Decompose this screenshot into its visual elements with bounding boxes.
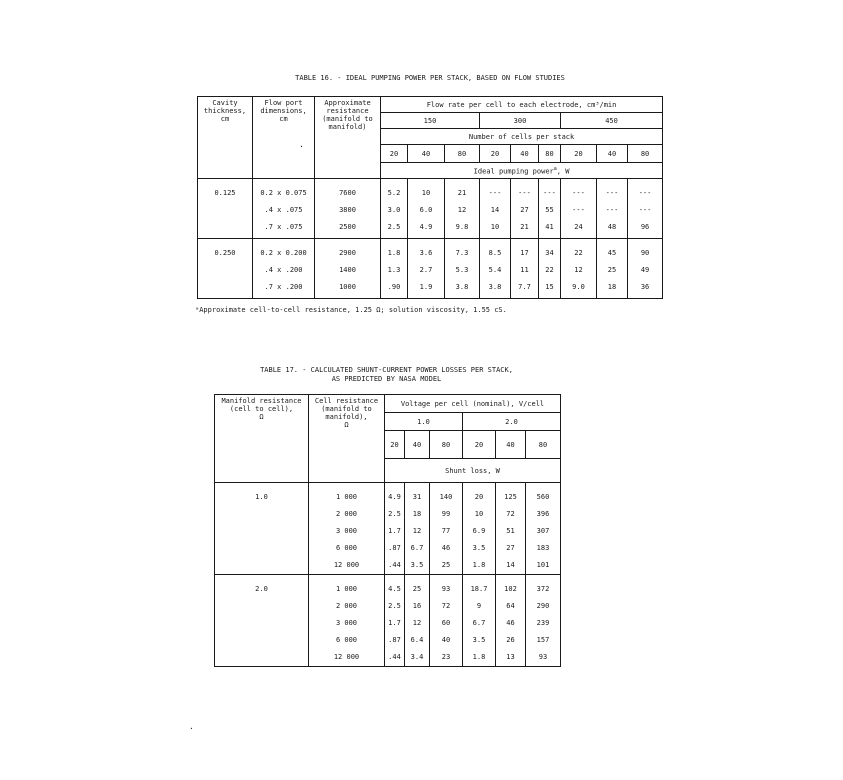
loss-value: 18 [412,510,422,518]
loss-value: 64 [506,602,515,610]
power-value: --- [605,206,619,214]
cell-value: 3 000 [335,527,358,535]
resistance-value: 2500 [339,223,356,231]
loss-value: 3.5 [472,544,486,552]
cell-value: 3 000 [335,619,358,627]
voltage-header: Voltage per cell (nominal), V/cell [385,395,561,413]
power-value: 7.7 [518,283,531,291]
cells-count: 40 [405,431,430,459]
loss-column [526,575,561,667]
loss-value: 239 [536,619,550,627]
loss-column [526,483,561,575]
cell-value: 1 000 [335,493,358,501]
power-value: 49 [640,266,650,274]
loss-value: 60 [441,619,451,627]
loss-value: 9 [476,602,482,610]
power-value: 4.9 [419,223,433,231]
power-value: 1.9 [419,283,433,291]
power-value: --- [572,189,585,197]
cell-resistance-header: Cell resistance (manifold to manifold), Ω [309,395,385,483]
loss-value: 40 [441,636,451,644]
port-value: 0.2 x 0.200 [260,249,307,257]
cell-value: 2 000 [335,602,358,610]
loss-value: 1.7 [388,619,401,627]
power-value: 21 [457,189,467,197]
power-mark: a [553,166,557,173]
resistance-value: 1400 [339,266,356,274]
power-unit: , W [556,167,570,176]
power-column [445,179,480,239]
power-value: 7.3 [455,249,469,257]
loss-value: 1.8 [472,561,486,569]
port-value: 0.2 x 0.075 [260,189,307,197]
loss-value: 13 [506,653,515,661]
loss-value: .44 [388,561,401,569]
power-column [445,239,480,299]
resistance-header: Approximate resistance (manifold to manifold) [315,97,381,179]
cells-count: 40 [511,145,539,163]
loss-value: 157 [536,636,550,644]
power-value: --- [518,189,531,197]
cell-values [309,575,385,667]
loss-value: .87 [388,636,401,644]
power-column [381,239,408,299]
table16-row [198,179,663,239]
cells-count: 20 [385,431,405,459]
loss-value: 14 [506,561,515,569]
loss-column [463,575,496,667]
port-values [253,239,315,299]
loss-value: 3.5 [472,636,486,644]
cavity-value: 0.250 [198,239,253,299]
power-value: 34 [545,249,554,257]
loss-column [496,483,526,575]
power-value: 36 [640,283,650,291]
table17 [214,394,561,667]
cells-count: 80 [539,145,561,163]
power-value: 3.8 [488,283,502,291]
loss-value: 125 [504,493,517,501]
cell-value: 2 000 [335,510,358,518]
cell-value: 12 000 [333,653,360,661]
port-value: .4 x .075 [264,206,303,214]
loss-value: 396 [536,510,550,518]
table17-row [215,483,561,575]
power-value: --- [638,189,652,197]
loss-value: 10 [474,510,484,518]
loss-value: 72 [506,510,515,518]
cell-value: 6 000 [335,544,358,552]
loss-value: 6.4 [410,636,424,644]
resistance-value: 3800 [339,206,356,214]
power-value: 9.0 [572,283,585,291]
power-column [480,179,511,239]
cells-count: 20 [480,145,511,163]
loss-value: 46 [506,619,515,627]
power-value: 17 [520,249,529,257]
cells-count: 80 [628,145,663,163]
loss-column [405,575,430,667]
power-value: 5.3 [455,266,469,274]
power-value: 10 [490,223,500,231]
power-value: 8.5 [488,249,502,257]
power-value: 22 [574,249,583,257]
cells-header: Number of cells per stack [381,129,663,145]
manifold-value: 1.0 [215,483,309,575]
power-value: --- [638,206,652,214]
cell-value: 1 000 [335,585,358,593]
power-value: 90 [640,249,650,257]
power-header [381,163,663,179]
loss-value: 12 [412,619,422,627]
cavity-header: Cavity thickness, cm [198,97,253,179]
power-value: 11 [520,266,529,274]
power-column [511,179,539,239]
port-value: .7 x .075 [264,223,303,231]
cells-count: 80 [445,145,480,163]
loss-value: 102 [504,585,517,593]
loss-column [463,483,496,575]
port-header-cell [253,97,315,179]
cells-count: 80 [526,431,561,459]
power-column [480,239,511,299]
loss-value: 4.9 [388,493,401,501]
manifold-value: 2.0 [215,575,309,667]
power-value: 1.8 [387,249,401,257]
loss-value: 25 [412,585,422,593]
loss-value: 1.8 [472,653,486,661]
loss-value: 6.7 [472,619,486,627]
power-value: 27 [520,206,529,214]
power-column [561,239,597,299]
loss-value: .44 [388,653,401,661]
power-value: 12 [457,206,467,214]
loss-column [430,575,463,667]
power-value: 2.5 [387,223,401,231]
power-column [628,179,663,239]
loss-value: 6.7 [410,544,424,552]
power-value: 96 [640,223,650,231]
table16-footnote: ᵃApproximate cell-to-cell resistance, 1.25 Ω; solution viscosity, 1.55 cS. [195,306,507,314]
loss-value: 3.4 [410,653,424,661]
table17-row [215,575,561,667]
resistance-value: 2900 [339,249,356,257]
power-value: 15 [545,283,554,291]
power-value: 21 [520,223,529,231]
loss-value: 560 [536,493,550,501]
loss-value: 372 [536,585,550,593]
loss-value: 51 [506,527,515,535]
cells-count: 40 [408,145,445,163]
cells-count: 40 [597,145,628,163]
power-value: 9.8 [455,223,469,231]
power-value: 2.7 [419,266,433,274]
power-value: .90 [387,283,401,291]
flow-group-300: 300 [480,113,561,129]
power-value: 12 [574,266,583,274]
loss-value: .87 [388,544,401,552]
port-header-mark: . [299,140,304,149]
power-column [408,239,445,299]
power-column [511,239,539,299]
loss-value: 140 [439,493,453,501]
power-value: 24 [574,223,583,231]
table17-title: TABLE 17. - CALCULATED SHUNT-CURRENT POWER LOSSES PER STACK, AS PREDICTED BY NASA MODEL [260,366,513,383]
cell-value: 12 000 [333,561,360,569]
loss-value: 12 [412,527,422,535]
loss-value: 6.9 [472,527,486,535]
loss-value: 101 [536,561,550,569]
loss-value: 72 [441,602,451,610]
loss-value: 93 [441,585,451,593]
power-value: 3.0 [387,206,401,214]
power-value: 3.6 [419,249,433,257]
loss-value: 27 [506,544,515,552]
loss-column [430,483,463,575]
power-value: 5.4 [488,266,502,274]
loss-value: 2.5 [388,602,401,610]
port-values [253,179,315,239]
loss-column [385,575,405,667]
port-header: Flow port dimensions, cm [260,99,307,123]
loss-value: 31 [412,493,422,501]
power-value: 22 [545,266,554,274]
cell-value: 6 000 [335,636,358,644]
power-value: 41 [545,223,554,231]
loss-value: 46 [441,544,451,552]
loss-value: 3.5 [410,561,424,569]
power-column [597,239,628,299]
resistance-values [315,179,381,239]
power-column [408,179,445,239]
resistance-value: 7600 [339,189,356,197]
loss-value: 23 [441,653,451,661]
loss-value: 18.7 [470,585,488,593]
port-value: .7 x .200 [264,283,303,291]
power-value: --- [543,189,556,197]
loss-value: 93 [538,653,548,661]
power-value: 10 [421,189,431,197]
cells-count: 40 [496,431,526,459]
resistance-values [315,239,381,299]
loss-value: 307 [536,527,550,535]
power-column [539,239,561,299]
loss-value: 2.5 [388,510,401,518]
power-column [628,239,663,299]
cell-values [309,483,385,575]
power-value: 48 [607,223,617,231]
power-value: 45 [607,249,617,257]
loss-value: 26 [506,636,515,644]
loss-value: 16 [412,602,422,610]
resistance-value: 1000 [339,283,356,291]
power-column [539,179,561,239]
cells-count: 20 [381,145,408,163]
cells-count: 20 [463,431,496,459]
table16 [197,96,663,299]
loss-value: 20 [474,493,484,501]
power-value: --- [605,189,619,197]
power-value: 18 [607,283,617,291]
cells-count: 80 [430,431,463,459]
power-column [561,179,597,239]
stray-mark: . [189,722,194,731]
flow-group-150: 150 [381,113,480,129]
flow-header: Flow rate per cell to each electrode, cm³/min [381,97,663,113]
loss-column [496,575,526,667]
loss-value: 290 [536,602,550,610]
power-value: 5.2 [387,189,401,197]
voltage-group-2: 2.0 [463,413,561,431]
power-value: 14 [490,206,500,214]
manifold-header: Manifold resistance (cell to cell), Ω [215,395,309,483]
loss-column [385,483,405,575]
power-label: Ideal pumping power [473,167,554,176]
power-value: 1.3 [387,266,401,274]
table16-title: TABLE 16. - IDEAL PUMPING POWER PER STACK, BASED ON FLOW STUDIES [295,74,565,82]
loss-value: 4.5 [388,585,401,593]
cavity-value: 0.125 [198,179,253,239]
power-column [597,179,628,239]
power-value: --- [488,189,502,197]
cells-count: 20 [561,145,597,163]
loss-value: 183 [536,544,550,552]
power-value: 6.0 [419,206,433,214]
power-value: --- [572,206,585,214]
power-value: 25 [607,266,617,274]
table16-row [198,239,663,299]
power-column [381,179,408,239]
flow-group-450: 450 [561,113,663,129]
power-value: 3.8 [455,283,469,291]
loss-value: 25 [441,561,451,569]
loss-value: 77 [441,527,451,535]
power-value: 55 [545,206,554,214]
loss-column [405,483,430,575]
voltage-group-1: 1.0 [385,413,463,431]
loss-value: 1.7 [388,527,401,535]
port-value: .4 x .200 [264,266,303,274]
shunt-loss-header: Shunt loss, W [385,459,561,483]
loss-value: 99 [441,510,451,518]
